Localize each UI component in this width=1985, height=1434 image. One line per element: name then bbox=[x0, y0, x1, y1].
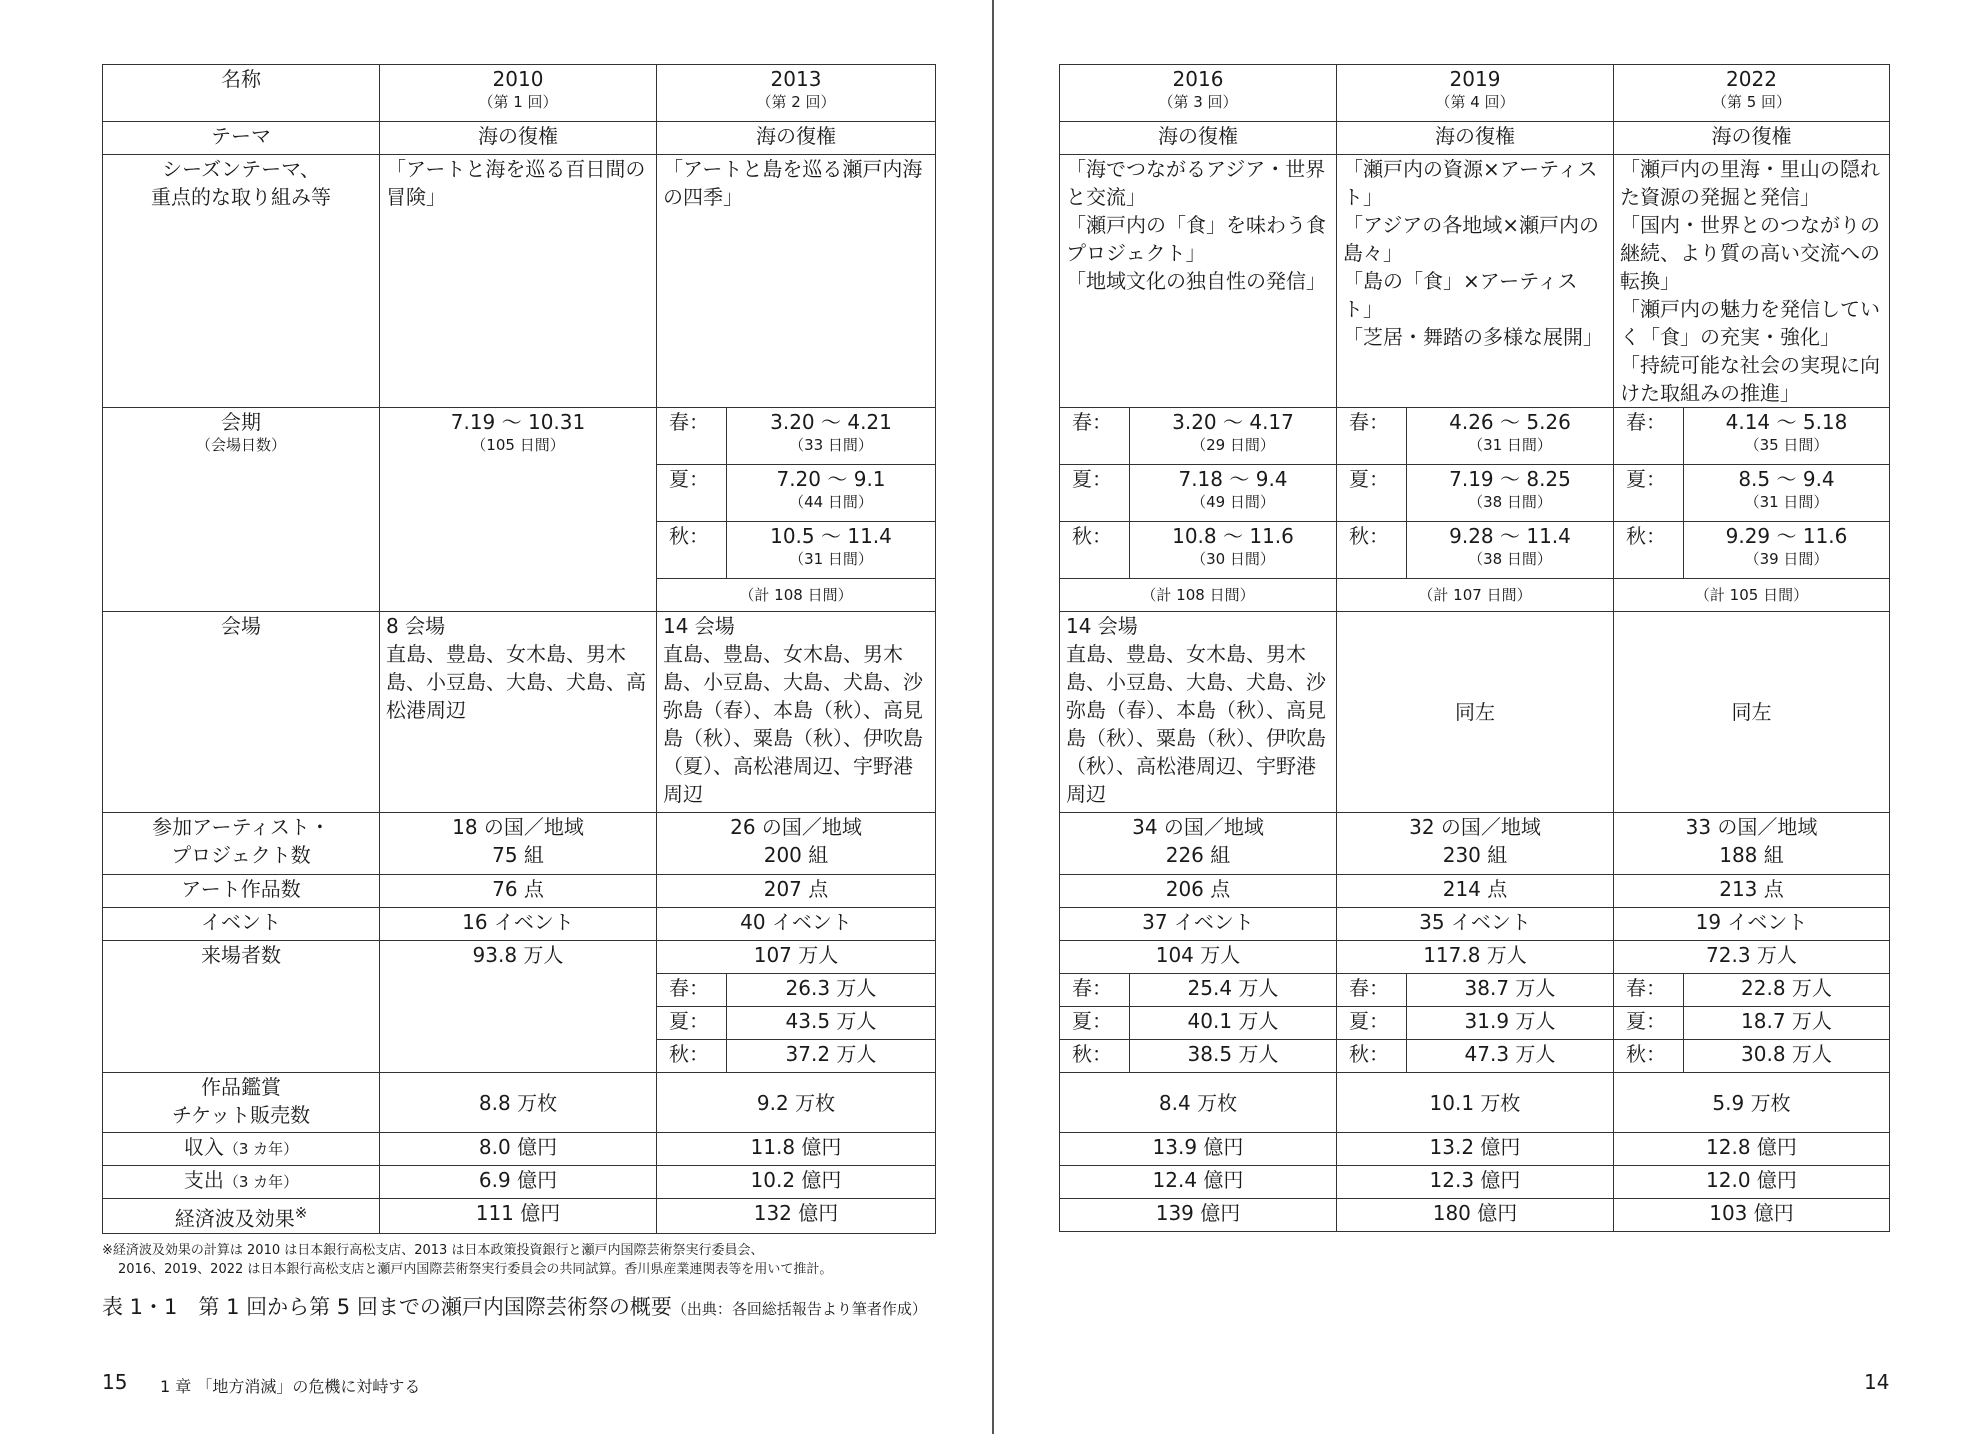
theme-row bbox=[1060, 122, 1890, 155]
visitors-row-autumn bbox=[1060, 1040, 1890, 1073]
economic-row bbox=[103, 1199, 936, 1234]
session-total-row bbox=[1060, 579, 1890, 612]
season-label: 春： bbox=[1614, 974, 1684, 1007]
cell-artists-2010: 18 の国／地域 75 組 bbox=[380, 813, 657, 875]
book-spine-divider bbox=[992, 0, 994, 1434]
cell-expense-2022: 12.0 億円 bbox=[1614, 1166, 1890, 1199]
festival-table-left bbox=[102, 64, 936, 1234]
col-header-2019: 2019 （第 4 回） bbox=[1337, 65, 1614, 122]
row-label-venues: 会場 bbox=[103, 612, 380, 813]
cell-expense-2013: 10.2 億円 bbox=[657, 1166, 936, 1199]
events-row bbox=[103, 908, 936, 941]
cell-economic-2019: 180 億円 bbox=[1337, 1199, 1614, 1232]
cell-artworks-2019: 214 点 bbox=[1337, 875, 1614, 908]
visitors-total-row bbox=[1060, 941, 1890, 974]
venues-row bbox=[103, 612, 936, 813]
cell-events-2016: 37 イベント bbox=[1060, 908, 1337, 941]
cell-artists-2013: 26 の国／地域 200 組 bbox=[657, 813, 936, 875]
season-label: 秋： bbox=[1060, 1040, 1130, 1073]
expense-row bbox=[1060, 1166, 1890, 1199]
row-label-visitors: 来場者数 bbox=[103, 941, 380, 1073]
season-label: 夏： bbox=[1060, 1007, 1130, 1040]
cell-theme-2022: 海の復権 bbox=[1614, 122, 1890, 155]
tickets-row bbox=[103, 1073, 936, 1133]
season-label: 春： bbox=[1060, 974, 1130, 1007]
season-label: 秋： bbox=[1614, 1040, 1684, 1073]
season-theme-row bbox=[103, 155, 936, 408]
income-row bbox=[1060, 1133, 1890, 1166]
season-label: 夏： bbox=[1614, 465, 1684, 522]
cell-season-theme-2013: 「アートと島を巡る瀬戸内海の四季」 bbox=[657, 155, 936, 408]
page-number-left: 15 bbox=[102, 1370, 128, 1394]
season-label: 夏： bbox=[1060, 465, 1130, 522]
row-label-income: 収入（3 カ年） bbox=[103, 1133, 380, 1166]
season-label: 春： bbox=[1060, 408, 1130, 465]
cell-session-2016-summer: 7.18 〜 9.4 （49 日間） bbox=[1130, 465, 1337, 522]
session-row-spring bbox=[1060, 408, 1890, 465]
cell-session-2022-spring: 4.14 〜 5.18 （35 日間） bbox=[1684, 408, 1890, 465]
cell-season-theme-2010: 「アートと海を巡る百日間の冒険」 bbox=[380, 155, 657, 408]
cell-visitors-2019-autumn: 47.3 万人 bbox=[1407, 1040, 1614, 1073]
cell-visitors-2019-spring: 38.7 万人 bbox=[1407, 974, 1614, 1007]
cell-session-2016-spring: 3.20 〜 4.17 （29 日間） bbox=[1130, 408, 1337, 465]
season-label: 夏： bbox=[657, 465, 727, 522]
session-row-summer bbox=[1060, 465, 1890, 522]
cell-session-2022-autumn: 9.29 〜 11.6 （39 日間） bbox=[1684, 522, 1890, 579]
table-caption: 表 1・1 第 1 回から第 5 回までの瀬戸内国際芸術祭の概要（出典：各回総括報告より筆者作成） bbox=[102, 1295, 927, 1319]
visitors-row-spring bbox=[1060, 974, 1890, 1007]
season-label: 春： bbox=[1614, 408, 1684, 465]
row-label-theme: テーマ bbox=[103, 122, 380, 155]
cell-venues-2013: 14 会場 直島、豊島、女木島、男木島、小豆島、大島、犬島、沙弥島（春）、本島（秋）、高見島（秋）、粟島（秋）、伊吹島（夏）、高松港周辺、宇野港周辺 bbox=[657, 612, 936, 813]
cell-session-2016-total: （計 108 日間） bbox=[1060, 579, 1337, 612]
season-label: 秋： bbox=[657, 1040, 727, 1073]
cell-economic-2016: 139 億円 bbox=[1060, 1199, 1337, 1232]
cell-events-2019: 35 イベント bbox=[1337, 908, 1614, 941]
cell-venues-2016: 14 会場 直島、豊島、女木島、男木島、小豆島、大島、犬島、沙弥島（春）、本島（秋）、高見島（秋）、粟島（秋）、伊吹島（秋）、高松港周辺、宇野港周辺 bbox=[1060, 612, 1337, 813]
cell-visitors-2022-summer: 18.7 万人 bbox=[1684, 1007, 1890, 1040]
cell-theme-2016: 海の復権 bbox=[1060, 122, 1337, 155]
cell-economic-2010: 111 億円 bbox=[380, 1199, 657, 1234]
season-label: 秋： bbox=[1614, 522, 1684, 579]
cell-artworks-2016: 206 点 bbox=[1060, 875, 1337, 908]
cell-visitors-2022-autumn: 30.8 万人 bbox=[1684, 1040, 1890, 1073]
cell-visitors-2016-total: 104 万人 bbox=[1060, 941, 1337, 974]
cell-economic-2022: 103 億円 bbox=[1614, 1199, 1890, 1232]
page-number-right: 14 bbox=[1864, 1370, 1890, 1394]
cell-session-2019-autumn: 9.28 〜 11.4 （38 日間） bbox=[1407, 522, 1614, 579]
cell-events-2013: 40 イベント bbox=[657, 908, 936, 941]
venues-row bbox=[1060, 612, 1890, 813]
festival-table-right bbox=[1059, 64, 1890, 1232]
cell-visitors-2019-summer: 31.9 万人 bbox=[1407, 1007, 1614, 1040]
cell-visitors-2016-summer: 40.1 万人 bbox=[1130, 1007, 1337, 1040]
session-row-spring bbox=[103, 408, 936, 465]
cell-session-2013-autumn: 10.5 〜 11.4 （31 日間） bbox=[727, 522, 936, 579]
cell-visitors-2013-autumn: 37.2 万人 bbox=[727, 1040, 936, 1073]
header-row bbox=[103, 65, 936, 122]
row-label-artworks: アート作品数 bbox=[103, 875, 380, 908]
cell-session-2013-total: （計 108 日間） bbox=[657, 579, 936, 612]
col-header-2010: 2010 （第 1 回） bbox=[380, 65, 657, 122]
season-label: 秋： bbox=[657, 522, 727, 579]
cell-economic-2013: 132 億円 bbox=[657, 1199, 936, 1234]
cell-visitors-2013-total: 107 万人 bbox=[657, 941, 936, 974]
cell-theme-2019: 海の復権 bbox=[1337, 122, 1614, 155]
cell-artists-2016: 34 の国／地域 226 組 bbox=[1060, 813, 1337, 875]
session-row-autumn bbox=[1060, 522, 1890, 579]
cell-tickets-2016: 8.4 万枚 bbox=[1060, 1073, 1337, 1133]
cell-tickets-2010: 8.8 万枚 bbox=[380, 1073, 657, 1133]
footnote-line-2: 2016、2019、2022 は日本銀行高松支店と瀬戸内国際芸術祭実行委員会の共同試算。香川県産業連関表等を用いて推計。 bbox=[118, 1262, 833, 1277]
cell-visitors-2013-spring: 26.3 万人 bbox=[727, 974, 936, 1007]
season-label: 秋： bbox=[1060, 522, 1130, 579]
cell-season-theme-2022: 「瀬戸内の里海・里山の隠れた資源の発掘と発信」 「国内・世界とのつながりの継続、より質の高い交流への転換」 「瀬戸内の魅力を発信していく「食」の充実・強化」 「持続可能な社会の実現に向けた取組みの推進」 bbox=[1614, 155, 1890, 408]
row-label-events: イベント bbox=[103, 908, 380, 941]
cell-artworks-2013: 207 点 bbox=[657, 875, 936, 908]
cell-session-2022-total: （計 105 日間） bbox=[1614, 579, 1890, 612]
cell-visitors-2019-total: 117.8 万人 bbox=[1337, 941, 1614, 974]
cell-venues-2022: 同左 bbox=[1614, 612, 1890, 813]
cell-expense-2019: 12.3 億円 bbox=[1337, 1166, 1614, 1199]
footnote-line-1: ※経済波及効果の計算は 2010 は日本銀行高松支店、2013 は日本政策投資銀行と瀬戸内国際芸術祭実行委員会、 bbox=[102, 1243, 764, 1258]
cell-season-theme-2016: 「海でつながるアジア・世界と交流」 「瀬戸内の「食」を味わう食プロジェクト」 「地域文化の独自性の発信」 bbox=[1060, 155, 1337, 408]
income-row bbox=[103, 1133, 936, 1166]
table-caption-source: （出典：各回総括報告より筆者作成） bbox=[671, 1300, 927, 1318]
season-theme-row bbox=[1060, 155, 1890, 408]
cell-expense-2010: 6.9 億円 bbox=[380, 1166, 657, 1199]
cell-session-2013-spring: 3.20 〜 4.21 （33 日間） bbox=[727, 408, 936, 465]
cell-visitors-2022-spring: 22.8 万人 bbox=[1684, 974, 1890, 1007]
season-label: 夏： bbox=[1614, 1007, 1684, 1040]
expense-row bbox=[103, 1166, 936, 1199]
col-header-name: 名称 bbox=[103, 65, 380, 122]
cell-tickets-2019: 10.1 万枚 bbox=[1337, 1073, 1614, 1133]
season-label: 夏： bbox=[657, 1007, 727, 1040]
header-row bbox=[1060, 65, 1890, 122]
artists-row bbox=[103, 813, 936, 875]
economic-row bbox=[1060, 1199, 1890, 1232]
cell-session-2016-autumn: 10.8 〜 11.6 （30 日間） bbox=[1130, 522, 1337, 579]
season-label: 春： bbox=[657, 408, 727, 465]
cell-session-2022-summer: 8.5 〜 9.4 （31 日間） bbox=[1684, 465, 1890, 522]
cell-artists-2019: 32 の国／地域 230 組 bbox=[1337, 813, 1614, 875]
theme-row bbox=[103, 122, 936, 155]
cell-artworks-2010: 76 点 bbox=[380, 875, 657, 908]
row-label-artists: 参加アーティスト・ プロジェクト数 bbox=[103, 813, 380, 875]
season-label: 夏： bbox=[1337, 465, 1407, 522]
cell-session-2010: 7.19 〜 10.31 （105 日間） bbox=[380, 408, 657, 612]
cell-events-2022: 19 イベント bbox=[1614, 908, 1890, 941]
events-row bbox=[1060, 908, 1890, 941]
season-label: 秋： bbox=[1337, 1040, 1407, 1073]
cell-session-2019-spring: 4.26 〜 5.26 （31 日間） bbox=[1407, 408, 1614, 465]
cell-venues-2019: 同左 bbox=[1337, 612, 1614, 813]
cell-session-2019-summer: 7.19 〜 8.25 （38 日間） bbox=[1407, 465, 1614, 522]
row-label-season-theme: シーズンテーマ、 重点的な取り組み等 bbox=[103, 155, 380, 408]
artists-row bbox=[1060, 813, 1890, 875]
visitors-total-row bbox=[103, 941, 936, 974]
col-header-2013: 2013 （第 2 回） bbox=[657, 65, 936, 122]
cell-artworks-2022: 213 点 bbox=[1614, 875, 1890, 908]
cell-expense-2016: 12.4 億円 bbox=[1060, 1166, 1337, 1199]
artworks-row bbox=[103, 875, 936, 908]
cell-visitors-2022-total: 72.3 万人 bbox=[1614, 941, 1890, 974]
cell-tickets-2022: 5.9 万枚 bbox=[1614, 1073, 1890, 1133]
cell-tickets-2013: 9.2 万枚 bbox=[657, 1073, 936, 1133]
col-header-2022: 2022 （第 5 回） bbox=[1614, 65, 1890, 122]
cell-events-2010: 16 イベント bbox=[380, 908, 657, 941]
cell-income-2019: 13.2 億円 bbox=[1337, 1133, 1614, 1166]
cell-income-2013: 11.8 億円 bbox=[657, 1133, 936, 1166]
row-label-expense: 支出（3 カ年） bbox=[103, 1166, 380, 1199]
col-header-2016: 2016 （第 3 回） bbox=[1060, 65, 1337, 122]
artworks-row bbox=[1060, 875, 1890, 908]
row-label-tickets: 作品鑑賞 チケット販売数 bbox=[103, 1073, 380, 1133]
cell-income-2010: 8.0 億円 bbox=[380, 1133, 657, 1166]
cell-season-theme-2019: 「瀬戸内の資源×アーティスト」 「アジアの各地域×瀬戸内の島々」 「島の「食」×アーティスト」 「芝居・舞踏の多様な展開」 bbox=[1337, 155, 1614, 408]
running-header-chapter: 1 章 「地方消滅」の危機に対峙する bbox=[160, 1377, 421, 1396]
season-label: 春： bbox=[1337, 974, 1407, 1007]
cell-visitors-2016-autumn: 38.5 万人 bbox=[1130, 1040, 1337, 1073]
cell-theme-2010: 海の復権 bbox=[380, 122, 657, 155]
season-label: 夏： bbox=[1337, 1007, 1407, 1040]
row-label-economic: 経済波及効果※ bbox=[103, 1199, 380, 1234]
cell-visitors-2016-spring: 25.4 万人 bbox=[1130, 974, 1337, 1007]
cell-artists-2022: 33 の国／地域 188 組 bbox=[1614, 813, 1890, 875]
cell-session-2019-total: （計 107 日間） bbox=[1337, 579, 1614, 612]
tickets-row bbox=[1060, 1073, 1890, 1133]
cell-income-2022: 12.8 億円 bbox=[1614, 1133, 1890, 1166]
cell-income-2016: 13.9 億円 bbox=[1060, 1133, 1337, 1166]
season-label: 春： bbox=[1337, 408, 1407, 465]
cell-visitors-2013-summer: 43.5 万人 bbox=[727, 1007, 936, 1040]
season-label: 春： bbox=[657, 974, 727, 1007]
visitors-row-summer bbox=[1060, 1007, 1890, 1040]
row-label-session: 会期 （会場日数） bbox=[103, 408, 380, 612]
season-label: 秋： bbox=[1337, 522, 1407, 579]
cell-venues-2010: 8 会場 直島、豊島、女木島、男木島、小豆島、大島、犬島、高松港周辺 bbox=[380, 612, 657, 813]
cell-theme-2013: 海の復権 bbox=[657, 122, 936, 155]
cell-session-2013-summer: 7.20 〜 9.1 （44 日間） bbox=[727, 465, 936, 522]
cell-visitors-2010: 93.8 万人 bbox=[380, 941, 657, 1073]
